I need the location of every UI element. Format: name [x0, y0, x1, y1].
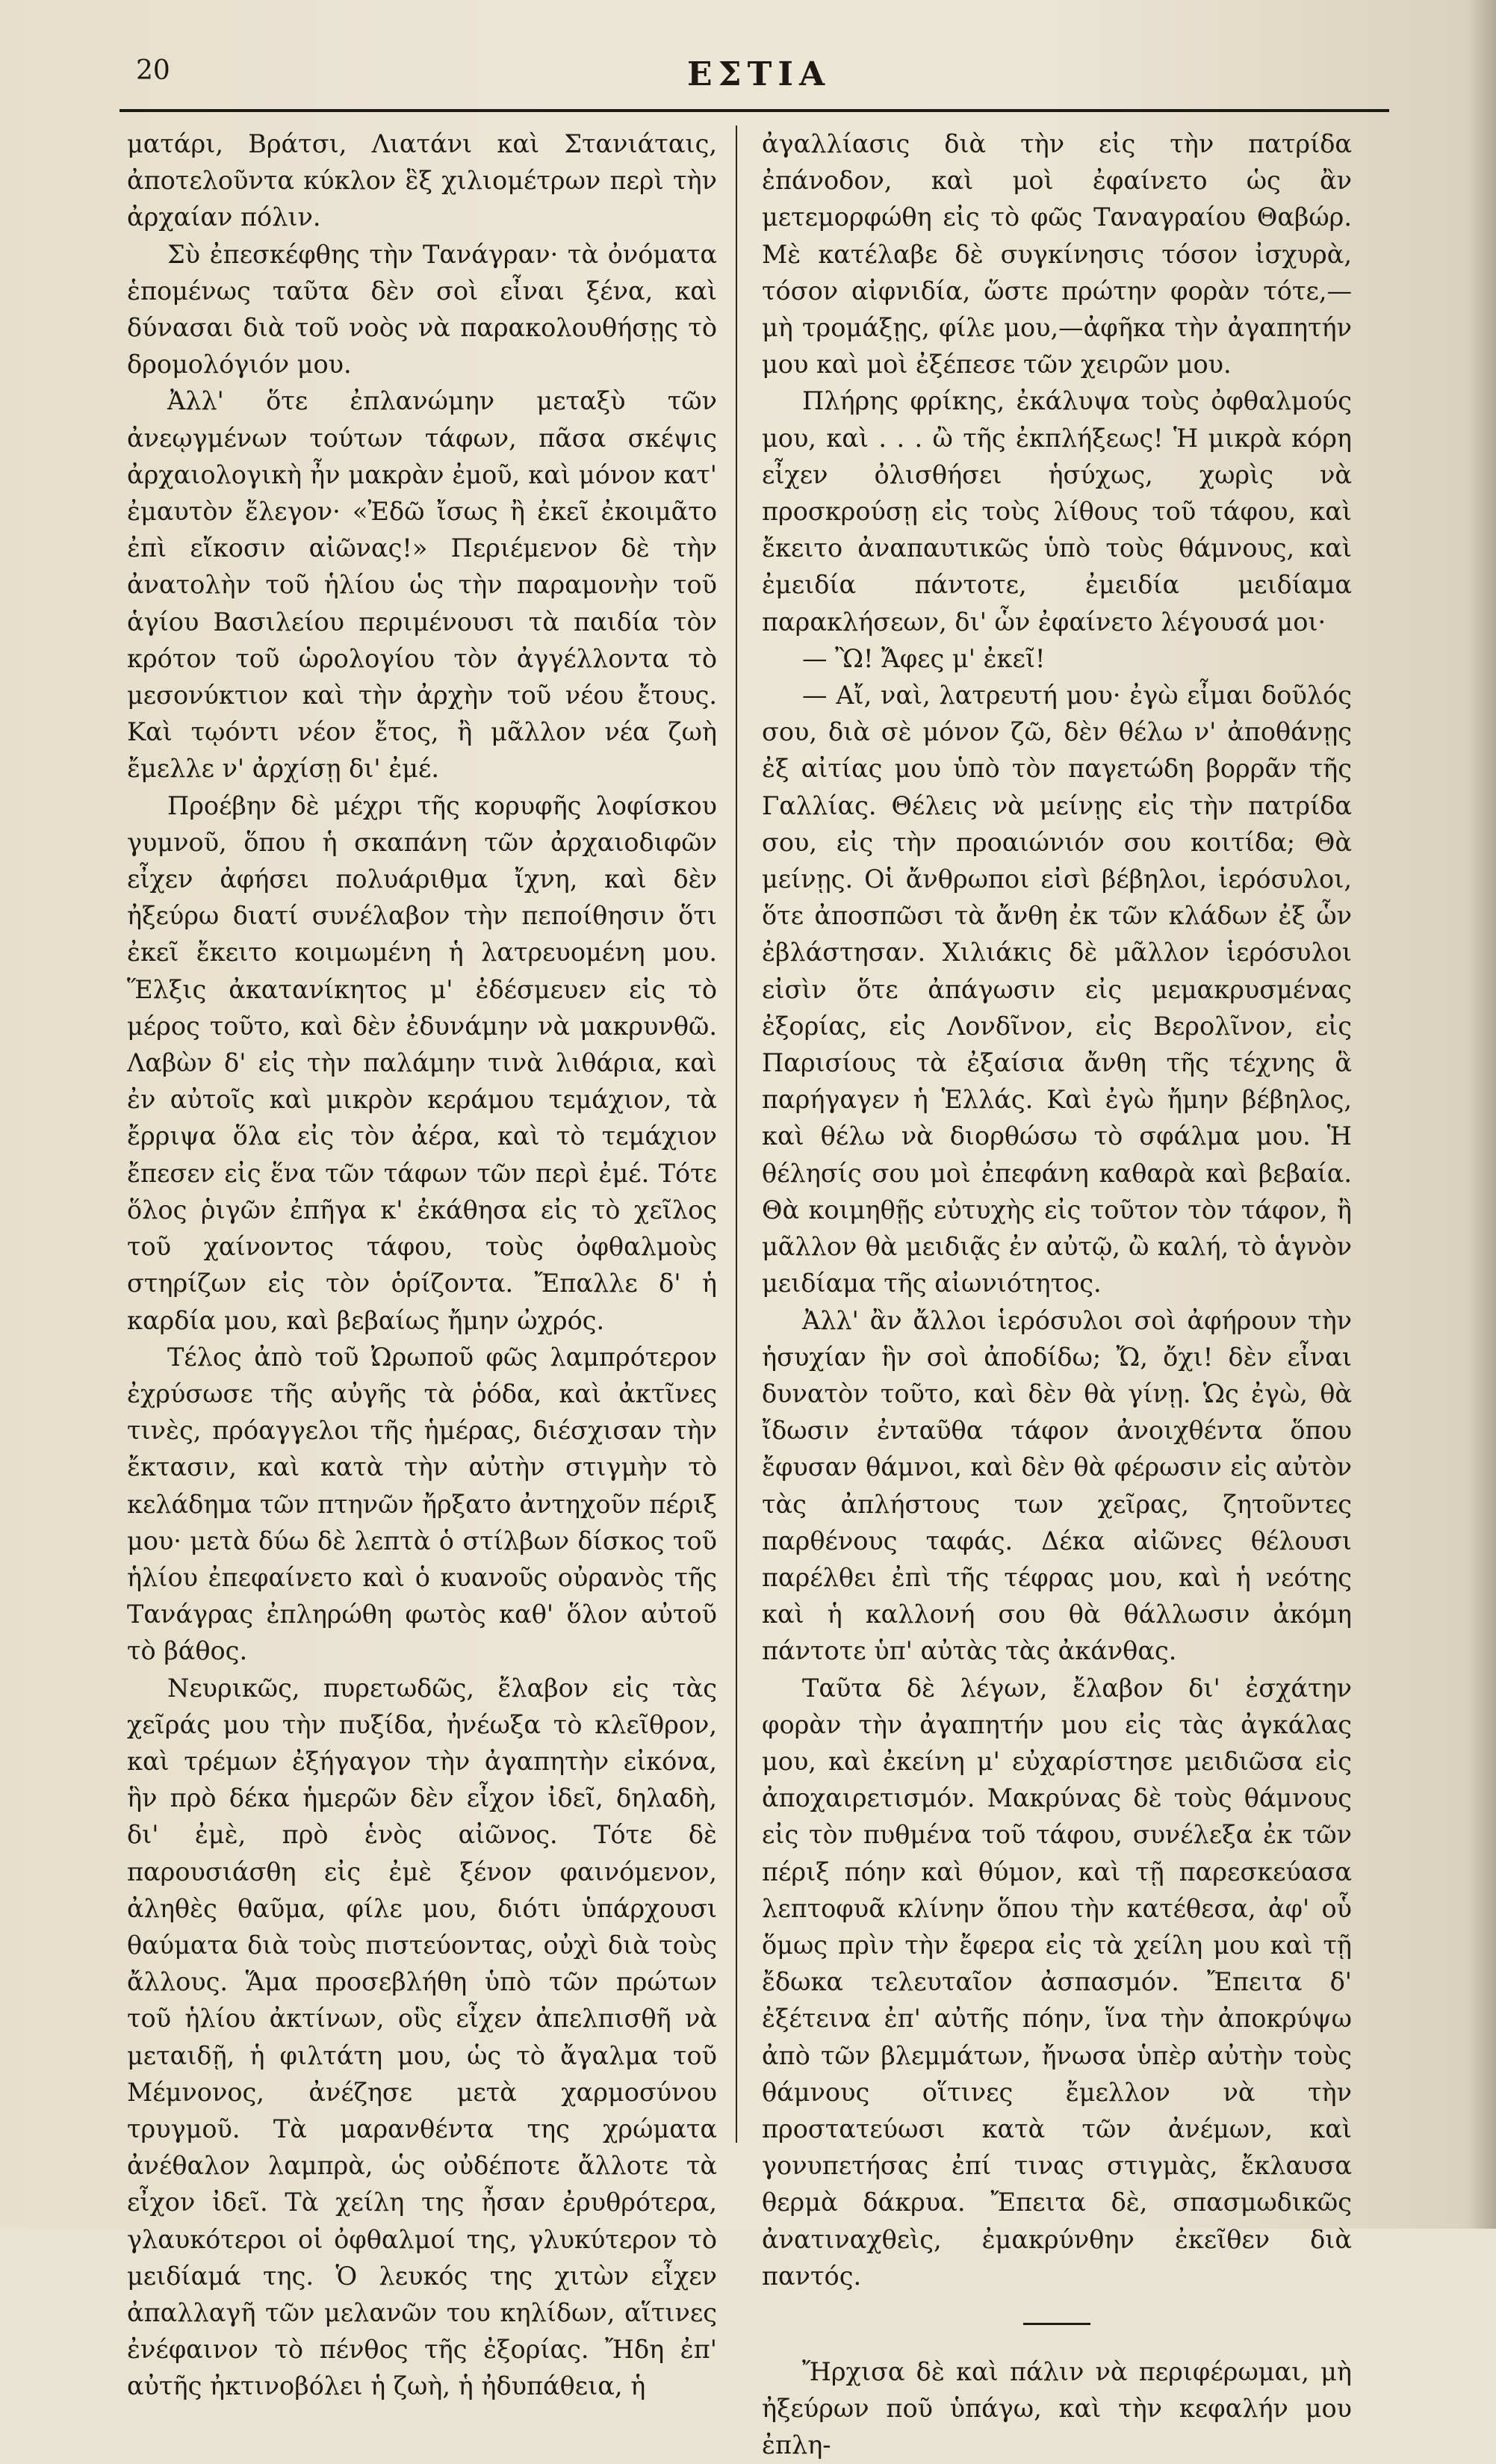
paragraph: Πλήρης φρίκης, ἐκάλυψα τοὺς ὀφθαλμούς μου, καὶ . . . ὢ τῆς ἐκπλήξεως! Ἡ μικρὰ κόρη εἶχεν ὀλισθήσει ἡσύχως, χωρὶς νὰ προσκρούσῃ εἰς τοὺς λίθους τοῦ τάφου, καὶ ἔκειτο ἀναπαυτικῶς ὑπὸ τοὺς θάμνους, καὶ ἐμειδία πάντοτε, ἐμειδία μειδίαμα παρακλήσεων, δι' ὧν ἐφαίνετο λέγουσά μοι· — [762, 386, 1352, 637]
paragraph: ἀγαλλίασις διὰ τὴν εἰς τὴν πατρίδα ἐπάνοδον, καὶ μοὶ ἐφαίνετο ὡς ἂν μετεμορφώθη εἰς τὸ φῶς Ταναγραίου Θαβώρ. Μὲ κατέλαβε δὲ συγκίνησις τόσον ἰσχυρὰ, τόσον αἰφνιδία, ὥστε πρώτην φορὰν τότε,—μὴ τρομάξῃς, φίλε μου,—ἀφῆκα τὴν ἀγαπητήν μου καὶ μοὶ ἐξέπεσε τῶν χειρῶν μου. — [762, 129, 1352, 380]
paragraph: Ταῦτα δὲ λέγων, ἔλαβον δι' ἐσχάτην φορὰν τὴν ἀγαπητήν μου εἰς τὰς ἀγκάλας μου, καὶ ἐκείνη μ' εὐχαρίστησε μειδιῶσα εἰς ἀποχαιρετισμόν. Μακρύνας δὲ τοὺς θάμνους εἰς τὸν πυθμένα τοῦ τάφου, συνέλεξα ἐκ τῶν πέριξ πόην καὶ θύμον, καὶ τῇ παρεσκεύασα λεπτοφυᾶ κλίνην ὅπου τὴν κατέθεσα, ἀφ' οὗ ὅμως πρὶν τὴν ἔφερα εἰς τὰ χείλη μου καὶ τῇ ἔδωκα τελευταῖον ἀσπασμόν. Ἔπειτα δ' ἐξέτεινα ἐπ' αὐτῆς πόην, ἵνα τὴν ἀποκρύψω ἀπὸ τῶν βλεμμάτων, ἤνωσα ὑπὲρ αὐτὴν τοὺς θάμνους οἵτινες ἔμελλον νὰ τὴν προστατεύωσι κατὰ τῶν ἀνέμων, καὶ γονυπετήσας ἐπί τινας στιγμὰς, ἔκλαυσα θερμὰ δάκρυα. Ἔπειτα δὲ, σπασμωδικῶς ἀνατιναχθεὶς, ἐμακρύνθην ἐκεῖθεν διὰ παντός. — [762, 1673, 1352, 2291]
paragraph: Τέλος ἀπὸ τοῦ Ὠρωποῦ φῶς λαμπρότερον ἐχρύσωσε τῆς αὐγῆς τὰ ῥόδα, καὶ ἀκτῖνες τινὲς, πρόαγγελοι τῆς ἡμέρας, διέσχισαν τὴν ἔκτασιν, καὶ κατὰ τὴν αὐτὴν στιγμὴν τὸ κελάδημα τῶν πτηνῶν ἤρξατο ἀντηχοῦν πέριξ μου· μετὰ δύω δὲ λεπτὰ ὁ στίλβων δίσκος τοῦ ἡλίου ἐπεφαίνετο καὶ ὁ κυανοῦς οὐρανὸς τῆς Τανάγρας ἐπληρώθη φωτὸς καθ' ὅλον αὐτοῦ τὸ βάθος. — [127, 1342, 717, 1666]
paragraph: Ἀλλ' ὅτε ἐπλανώμην μεταξὺ τῶν ἀνεῳγμένων τούτων τάφων, πᾶσα σκέψις ἀρχαιολογικὴ ἦν μακρὰν ἐμοῦ, καὶ μόνον κατ' ἐμαυτὸν ἔλεγον· «Ἐδῶ ἴσως ἢ ἐκεῖ ἐκοιμᾶτο ἐπὶ εἴκοσιν αἰῶνας!» Περιέμενον δὲ τὴν ἀνατολὴν τοῦ ἡλίου ὡς τὴν παραμονὴν τοῦ ἁγίου Βασιλείου περιμένουσι τὰ παιδία τὸν κρότον τοῦ ὡρολογίου τὸν ἀγγέλλοντα τὸ μεσονύκτιον καὶ τὴν ἀρχὴν τοῦ νέου ἔτους. Καὶ τῳόντι νέον ἔτος, ἢ μᾶλλον νέα ζωὴ ἔμελλε ν' ἀρχίσῃ δι' ἐμέ. — [127, 386, 717, 784]
journal-title: ΕΣΤΙΑ — [687, 55, 831, 93]
paragraph: Προέβην δὲ μέχρι τῆς κορυφῆς λοφίσκου γυμνοῦ, ὅπου ἡ σκαπάνη τῶν ἀρχαιοδιφῶν εἶχεν ἀφήσει πολυάριθμα ἴχνη, καὶ δὲν ἠξεύρω διατί συνέλαβον τὴν πεποίθησιν ὅτι ἐκεῖ ἔκειτο κοιμωμένη ἡ λατρευομένη μου. Ἕλξις ἀκατανίκητος μ' ἐδέσμευεν εἰς τὸ μέρος τοῦτο, καὶ δὲν ἐδυνάμην νὰ μακρυνθῶ. Λαβὼν δ' εἰς τὴν παλάμην τινὰ λιθάρια, καὶ ἐν αὐτοῖς καὶ μικρὸν κεράμου τεμάχιον, τὰ ἔρριψα ὅλα εἰς τὸν ἀέρα, καὶ τὸ τεμάχιον ἔπεσεν εἰς ἕνα τῶν τάφων τῶν περὶ ἐμέ. Τότε ὅλος ῥιγῶν ἐπῆγα κ' ἐκάθησα εἰς τὸ χεῖλος τοῦ χαίνοντος τάφου, τοὺς ὀφθαλμοὺς στηρίζων εἰς τὸν ὁρίζοντα. Ἔπαλλε δ' ἡ καρδία μου, καὶ βεβαίως ἤμην ὠχρός. — [127, 790, 717, 1335]
paragraph: — Αἴ, ναὶ, λατρευτή μου· ἐγὼ εἶμαι δοῦλός σου, διὰ σὲ μόνον ζῶ, δὲν θέλω ν' ἀποθάνῃς ἐξ αἰτίας μου ὑπὸ τὸν παγετώδη βορρᾶν τῆς Γαλλίας. Θέλεις νὰ μείνῃς εἰς τὴν πατρίδα σου, εἰς τὴν προαιώνιόν σου κοιτίδα; Θὰ μείνῃς. Οἱ ἄνθρωποι εἰσὶ βέβηλοι, ἱερόσυλοι, ὅτε ἀποσπῶσι τὰ ἄνθη ἐκ τῶν κλάδων ἐξ ὧν ἐβλάστησαν. Χιλιάκις δὲ μᾶλλον ἱερόσυλοι εἰσὶν ὅτε ἀπάγωσιν εἰς μεμακρυσμένας ἐξορίας, εἰς Λονδῖνον, εἰς Βερολῖνον, εἰς Παρισίους τὰ ἐξαίσια ἄνθη τῆς τέχνης ἃ παρήγαγεν ἡ Ἑλλάς. Καὶ ἐγὼ ἤμην βέβηλος, καὶ θέλω νὰ διορθώσω τὸ σφάλμα μου. Ἡ θέλησίς σου μοὶ ἐπεφάνη καθαρὰ καὶ βεβαία. Θὰ κοιμηθῇς εὐτυχὴς εἰς τοῦτον τὸν τάφον, ἢ μᾶλλον θὰ μειδιᾷς ἐν αὐτῷ, ὢ καλή, τὸ ἁγνὸν μειδίαμα τῆς αἰωνιότητος. — [762, 681, 1352, 1298]
paragraph: ματάρι, Βράτσι, Λιατάνι καὶ Στανιάταις, ἀποτελοῦντα κύκλον ἓξ χιλιομέτρων περὶ τὴν ἀρχαίαν πόλιν. — [127, 129, 717, 232]
dialogue-line: — Ὢ! Ἄφες μ' ἐκεῖ! — [802, 643, 1046, 673]
section-divider — [1023, 2323, 1090, 2325]
right-column — [762, 126, 1352, 2464]
column-divider — [736, 126, 737, 2143]
header-rule — [120, 109, 1389, 112]
page-edge-shadow — [1466, 0, 1496, 2229]
page-header — [120, 55, 1389, 100]
left-column — [127, 126, 717, 2405]
page-number: 20 — [136, 55, 170, 86]
paragraph: Ἀλλ' ἂν ἄλλοι ἱερόσυλοι σοὶ ἀφήρουν τὴν ἡσυχίαν ἣν σοὶ ἀποδίδω; Ὤ, ὄχι! δὲν εἶναι δυνατὸν τοῦτο, καὶ δὲν θὰ γίνῃ. Ὡς ἐγὼ, θὰ ἴδωσιν ἐνταῦθα τάφον ἀνοιχθέντα ὅπου ἔφυσαν θάμνοι, καὶ δὲν θὰ φέρωσιν εἰς αὐτὸν τὰς ἀπλήστους των χεῖρας, ζητοῦντες παρθένους ταφάς. Δέκα αἰῶνες θέλουσι παρέλθει ἐπὶ τῆς τέφρας μου, καὶ ἡ νεότης καὶ ἡ καλλονή σου θὰ θάλλωσιν ἀκόμη πάντοτε ὑπ' αὐτὰς τὰς ἀκάνθας. — [762, 1305, 1352, 1666]
paragraph: Νευρικῶς, πυρετωδῶς, ἔλαβον εἰς τὰς χεῖράς μου τὴν πυξίδα, ἠνέωξα τὸ κλεῖθρον, καὶ τρέμων ἐξήγαγον τὴν ἀγαπητὴν εἰκόνα, ἣν πρὸ δέκα ἡμερῶν δὲν εἶχον ἰδεῖ, δηλαδὴ, δι' ἐμὲ, πρὸ ἑνὸς αἰῶνος. Τότε δὲ παρουσιάσθη εἰς ἐμὲ ξένον φαινόμενον, ἀληθὲς θαῦμα, φίλε μου, διότι ὑπάρχουσι θαύματα διὰ τοὺς πιστεύοντας, οὐχὶ διὰ τοὺς ἄλλους. Ἅμα προσεβλήθη ὑπὸ τῶν πρώτων τοῦ ἡλίου ἀκτίνων, οὓς εἶχεν ἀπελπισθῆ νὰ μεταιδῇ, ἡ φιλτάτη μου, ὡς τὸ ἄγαλμα τοῦ Μέμνονος, ἀνέζησε μετὰ χαρμοσύνου τρυγμοῦ. Τὰ μαρανθέντα της χρώματα ἀνέθαλον λαμπρὰ, ὡς οὐδέποτε ἄλλοτε τὰ εἶχον ἰδεῖ. Τὰ χείλη της ἦσαν ἐρυθρότερα, γλαυκότεροι οἱ ὀφθαλμοί της, γλυκύτερον τὸ μειδίαμά της. Ὁ λευκός της χιτὼν εἶχεν ἀπαλλαγῆ τῶν μελανῶν του κηλίδων, αἵτινες ἐνέφαινον τὸ πένθος τῆς ἐξορίας. Ἤδη ἐπ' αὐτῆς ἠκτινοβόλει ἡ ζωὴ, ἡ ἠδυπάθεια, ἡ — [127, 1673, 717, 2401]
paragraph: Σὺ ἐπεσκέφθης τὴν Τανάγραν· τὰ ὀνόματα ἑπομένως ταῦτα δὲν σοὶ εἶναι ξένα, καὶ δύνασαι διὰ τοῦ νοὸς νὰ παρακολουθήσῃς τὸ δρομολόγιόν μου. — [127, 239, 717, 380]
paragraph: Ἤρχισα δὲ καὶ πάλιν νὰ περιφέρωμαι, μὴ ἠξεύρων ποῦ ὑπάγω, καὶ τὴν κεφαλήν μου ἐπλη- — [762, 2356, 1352, 2460]
